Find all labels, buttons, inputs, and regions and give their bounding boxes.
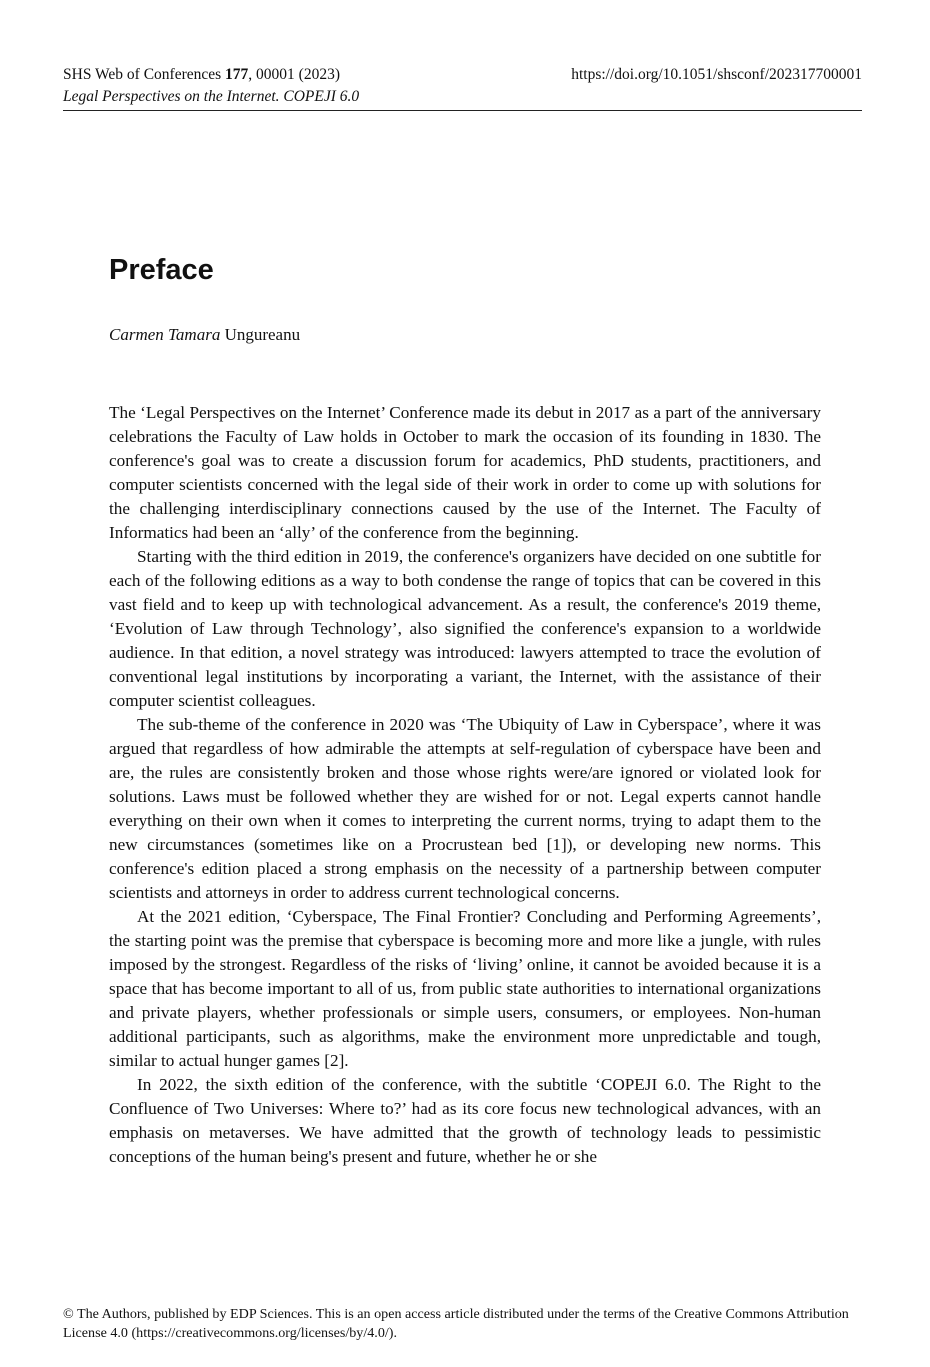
- journal-name: SHS Web of Conferences: [63, 66, 226, 83]
- doi-link[interactable]: https://doi.org/10.1051/shsconf/202317700001: [571, 66, 862, 83]
- proceedings-title: Legal Perspectives on the Internet. COPEJI 6.0: [63, 88, 360, 105]
- running-header: [63, 64, 862, 111]
- body-text: [109, 401, 821, 1170]
- volume-number: 177: [225, 66, 249, 83]
- page-title: Preface: [109, 254, 214, 286]
- license-footer: © The Authors, published by EDP Sciences. This is an open access article distributed under the terms of the Creative Commons Attribution License 4.0 (https://creativecommons.org/licenses/by/4.0/).: [63, 1306, 849, 1341]
- article-number-year: , 00001 (2023): [248, 66, 340, 83]
- journal-info: [63, 64, 359, 108]
- paragraph-1: The ‘Legal Perspectives on the Internet’ Conference made its debut in 2017 as a part of the anniversary celebrations the Faculty of Law holds in October to mark the occasion of its founding in 1830. The conference's goal was to create a discussion forum for academics, PhD students, practitioners, and computer scientists concerned with the legal side of their work in order to come up with solutions for the challenging interdisciplinary connections caused by the use of the Internet. The Faculty of Informatics had been an ‘ally’ of the conference from the beginning.: [109, 403, 821, 543]
- author-line: [109, 323, 300, 347]
- author-given-names: Carmen Tamara: [109, 325, 221, 344]
- journal-citation: [63, 64, 359, 86]
- author-family-name: Ungureanu: [220, 325, 301, 344]
- paragraph-4: At the 2021 edition, ‘Cyberspace, The Final Frontier? Concluding and Performing Agreements’, the starting point was the premise that cyberspace is becoming more and more like a jungle, with rules imposed by the strongest. Regardless of the risks of ‘living’ online, it cannot be avoided because it is a space that has become important to all of us, from public state authorities to international organizations and private players, whether professionals or simple users, consumers, or employees. Non-human additional participants, such as algorithms, make the environment more unpredictable and tough, similar to actual hunger games [2].: [109, 907, 821, 1071]
- paragraph-2: Starting with the third edition in 2019, the conference's organizers have decided on one subtitle for each of the following editions as a way to both condense the range of topics that can be covered in this vast field and to keep up with technological advancement. As a result, the conference's 2019 theme, ‘Evolution of Law through Technology’, also signified the conference's expansion to a worldwide audience. In that edition, a novel strategy was introduced: lawyers attempted to trace the evolution of conventional legal institutions by incorporating a variant, the Internet, with the assistance of their computer scientist colleagues.: [109, 547, 821, 711]
- paragraph-3: The sub-theme of the conference in 2020 was ‘The Ubiquity of Law in Cyberspace’, where it was argued that regardless of how admirable the attempts at self-regulation of cyberspace have been and are, the rules are consistently broken and those whose rights were/are ignored or violated look for solutions. Laws must be followed whether they are wished for or not. Legal experts cannot handle everything on their own when it comes to interpreting the current norms, trying to adapt them to the new circumstances (sometimes like on a Procrustean bed [1]), or developing new norms. This conference's edition placed a strong emphasis on the necessity of a partnership between computer scientists and attorneys in order to address current technological concerns.: [109, 715, 821, 903]
- paragraph-5: In 2022, the sixth edition of the conference, with the subtitle ‘COPEJI 6.0. The Right to the Confluence of Two Universes: Where to?’ had as its core focus new technological advances, with an emphasis on metaverses. We have admitted that the growth of technology leads to pessimistic conceptions of the human being's present and future, whether he or she: [109, 1075, 821, 1167]
